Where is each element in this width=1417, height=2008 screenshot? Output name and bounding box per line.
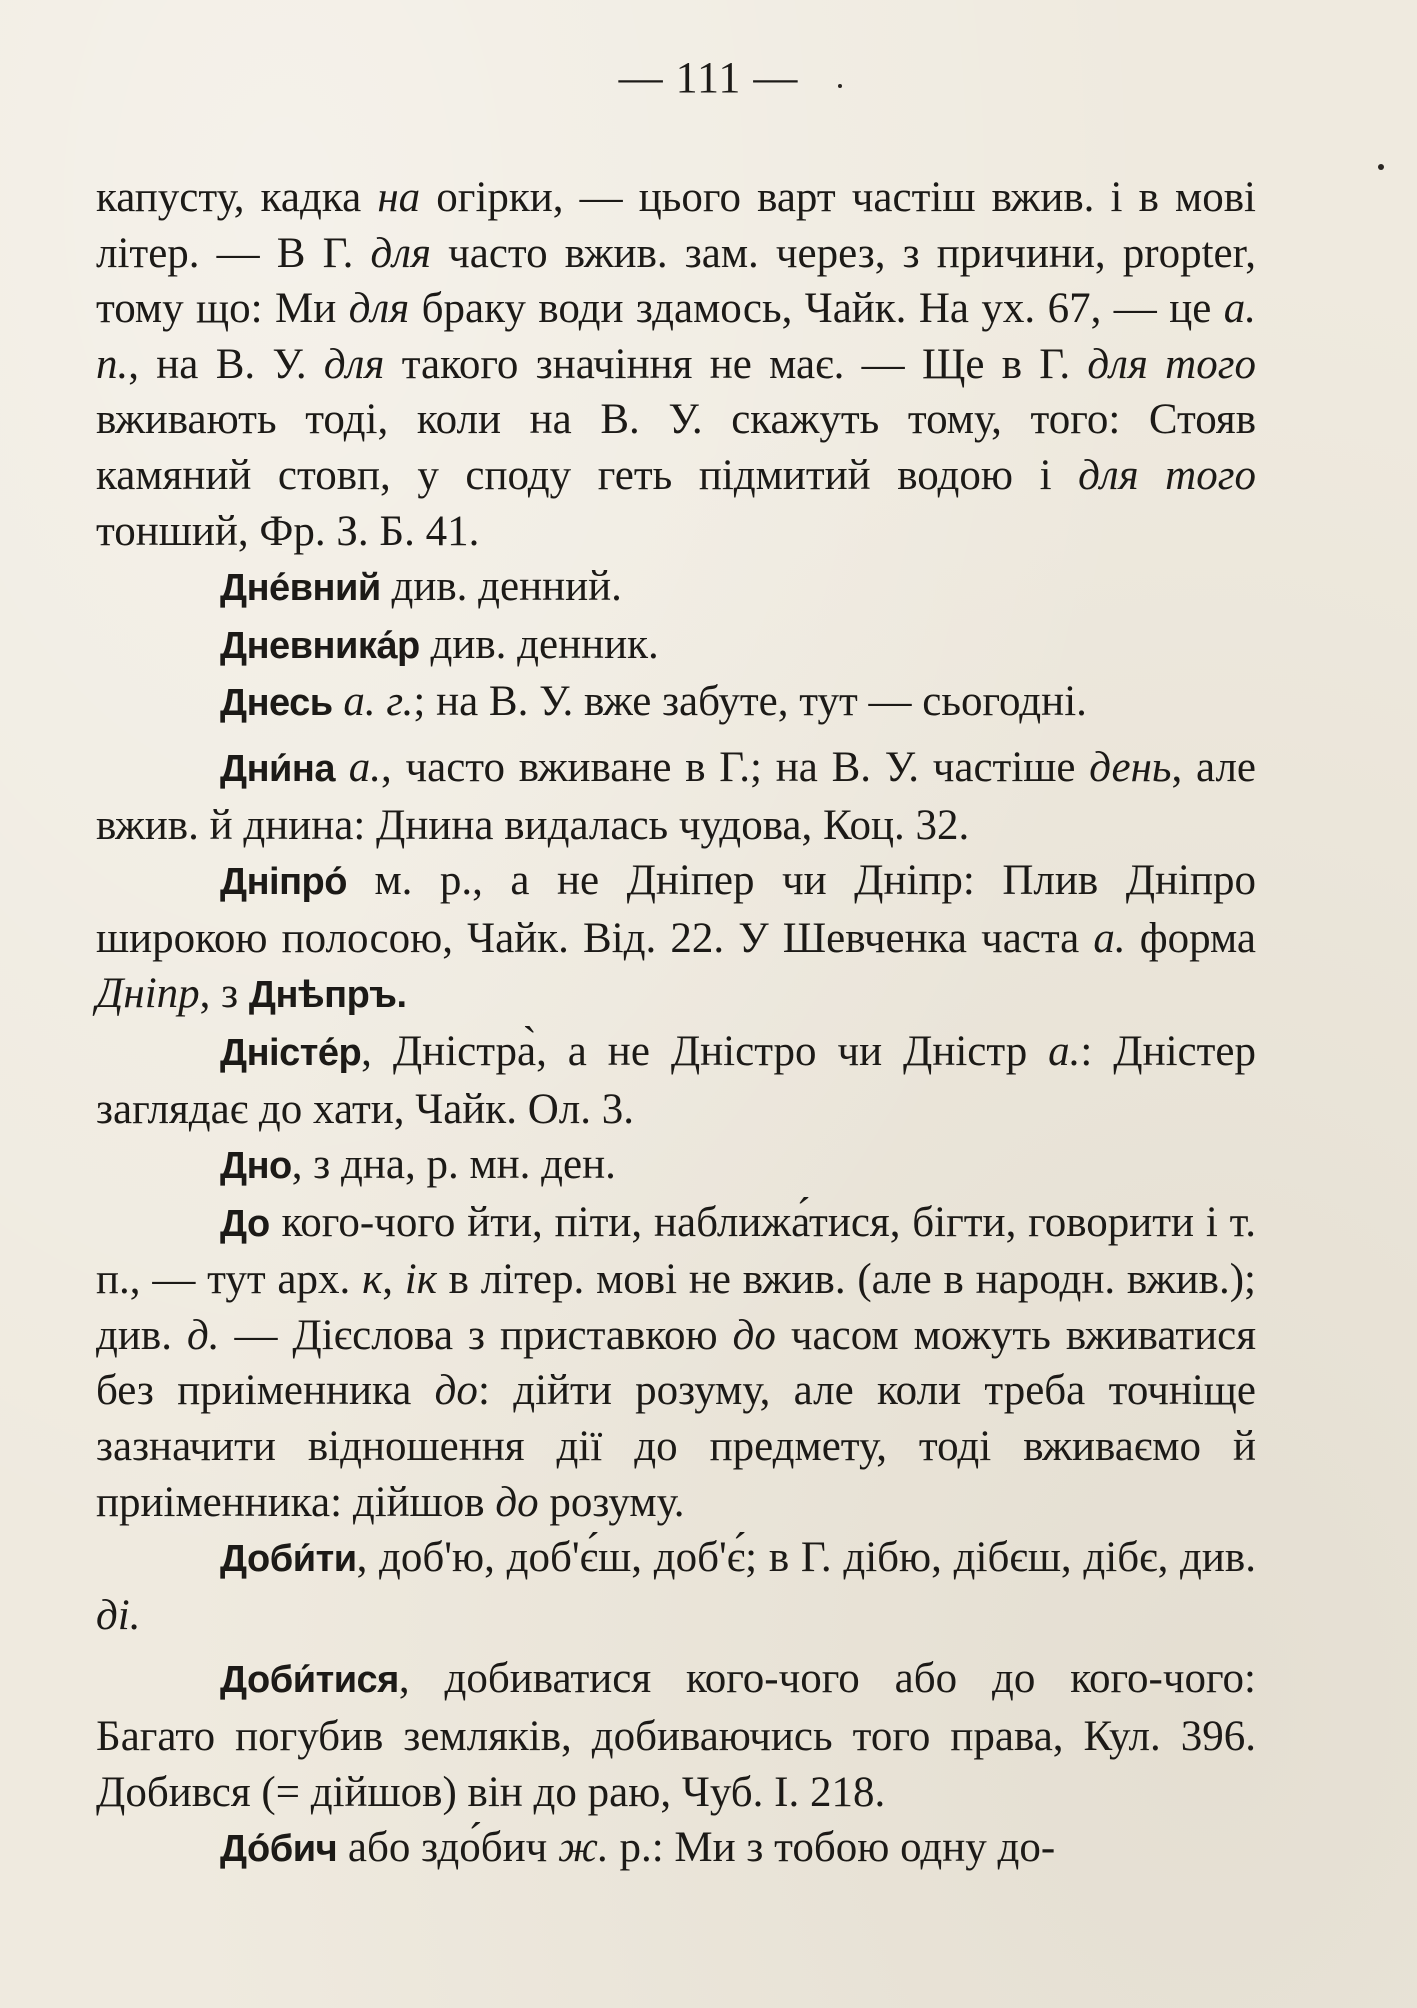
headword: Дневника́р [220, 624, 420, 667]
headword: Дно [220, 1145, 292, 1188]
entry-dno: Дно, з дна, р. мн. ден. [220, 1141, 616, 1189]
entry-dnevnykar: Дневника́р див. денник. [220, 620, 659, 668]
entry-dnister: Дністе́р, Дністра̀, а не Дністро чи Дністр а.: Дністер заглядає до хати, Чайк. Ол. 3. [96, 1027, 1256, 1133]
headword: Дне́вний [220, 567, 381, 610]
page-number: — 111 — [618, 53, 799, 102]
entry-dnyna: Дни́на а., часто вживане в Г.; на В. У. частіше день, але вжив. й днина: Днина видалась чудова, Коц. 32. [96, 743, 1256, 849]
headword: Дніпро́ [220, 861, 347, 904]
entry-dnipro: Дніпро́ м. р., а не Дніпер чи Дніпр: Плив Дніпро широкою полосою, Чайк. Від. 22. У Шевченка часта а. форма Дніпр, з Днѣпръ. [96, 857, 1256, 1018]
entry-dobych: До́бич або здо́бич ж. р.: Ми з тобою одну до- [220, 1824, 1056, 1872]
dictionary-text [96, 170, 1256, 1878]
headword: До́бич [220, 1828, 338, 1871]
entry-do: До кого-чого йти, піти, наближа́тися, бігти, говорити і т. п., — тут арх. к, ік в літер. мові не вжив. (але в народн. вжив.); див. д. — Дієслова з приставкою до часом можуть вживатися без приіменника до: дійти розуму, але коли треба точніще зазначити відношення дії до предмету, тоді вживаємо й приіменника: дійшов до розуму. [96, 1198, 1257, 1526]
headword: Доби́ти [220, 1538, 357, 1581]
headword: Доби́тися [220, 1659, 399, 1702]
headword: Дністе́р [220, 1031, 362, 1074]
entry-dnes: Днесь а. г.; на В. У. вже забуте, тут — сьогодні. [220, 678, 1087, 726]
ink-speck [1378, 164, 1384, 170]
entry-dobytysia: Доби́тися, добиватися кого-чого або до кого-чого: Багато погубив земляків, добиваючись того права, Кул. 396. Добився (= дійшов) він до раю, Чуб. І. 218. [96, 1655, 1256, 1816]
headword: До [220, 1202, 270, 1245]
continuation-paragraph: капусту, кадка на огірки, — цього варт частіш вжив. і в мові літер. — В Г. для часто вжив. зам. через, з причини, propter, тому що: Ми для браку води здамось, Чайк. На ух. 67, — це а. п., на В. У. для такого значіння не має. — Ще в Г. для того вживають тоді, коли на В. У. скажуть тому, того: Стояв камяний стовп, у споду геть підмитий водою і для того тонший, Фр. З. Б. 41. [96, 174, 1257, 555]
ink-speck [838, 84, 842, 88]
headword: Дни́на [220, 747, 335, 790]
headword: Днесь [220, 682, 333, 725]
entry-dobyty: Доби́ти, доб'ю, доб'є́ш, доб'є́; в Г. дібю, дібєш, дібє, див. ді. [96, 1534, 1256, 1639]
entry-dnevnyi: Дне́вний див. денний. [220, 563, 622, 611]
